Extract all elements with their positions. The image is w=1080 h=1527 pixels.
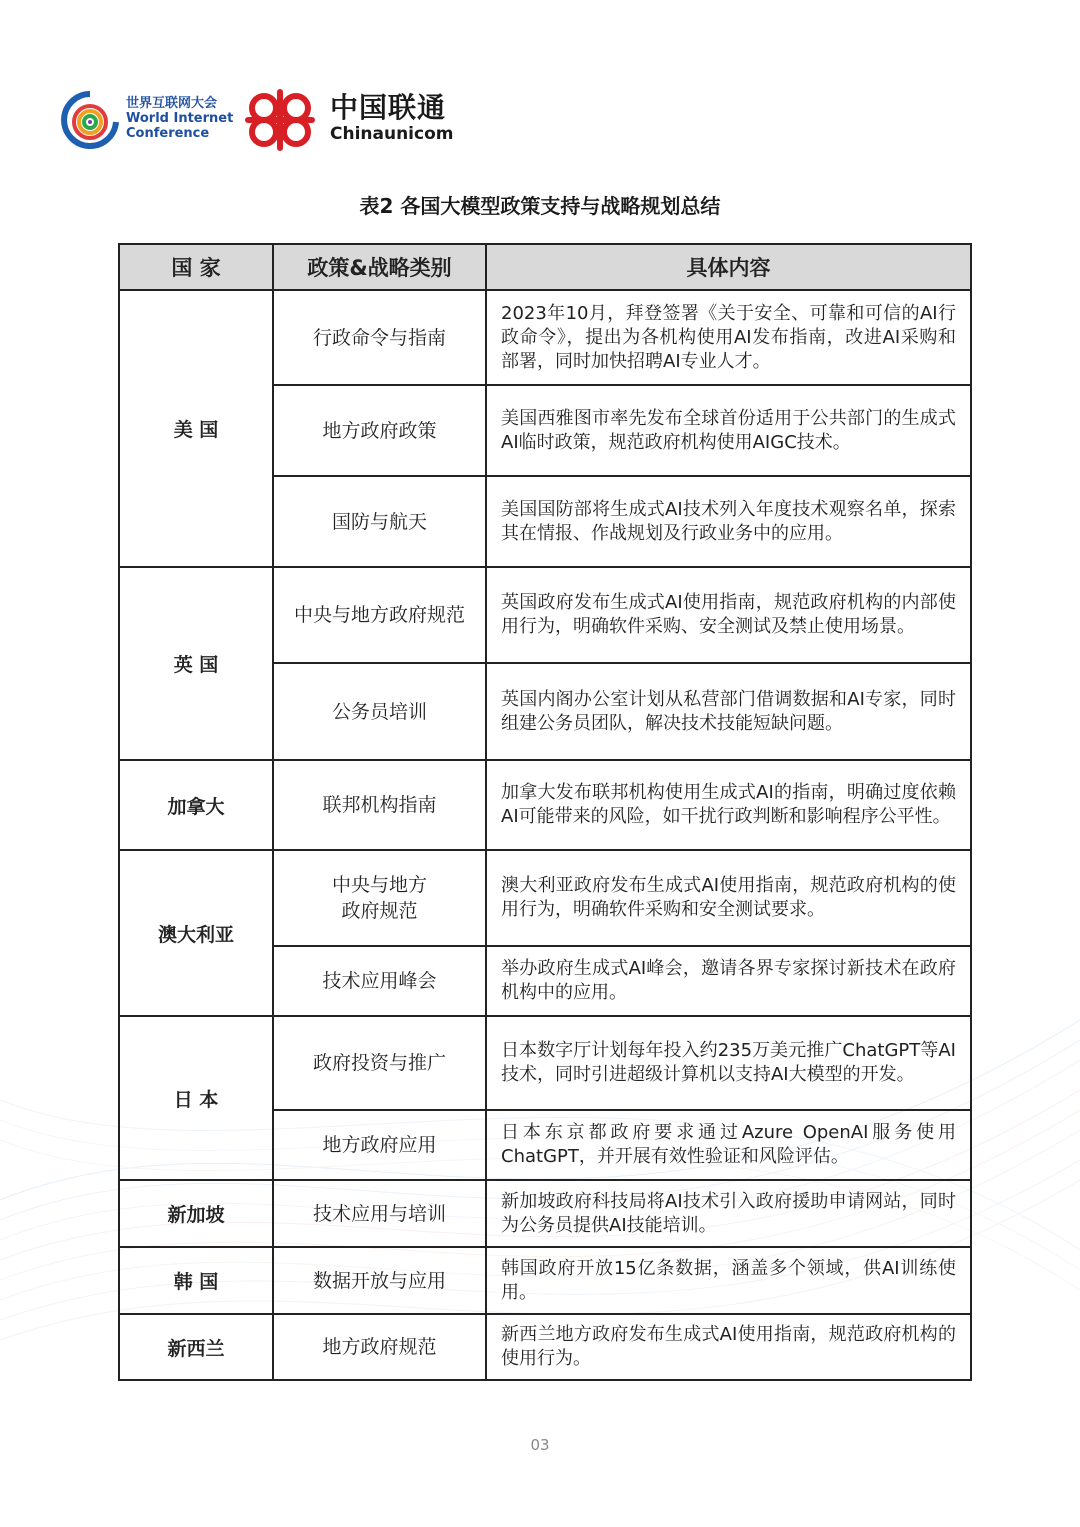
country-cell: 澳大利亚 bbox=[119, 850, 273, 1016]
content-cell: 英国内阁办公室计划从私营部门借调数据和AI专家，同时组建公务员团队，解决技术技能短缺问题。 bbox=[486, 663, 971, 760]
table-row bbox=[119, 290, 971, 385]
content-cell: 美国西雅图市率先发布全球首份适用于公共部门的生成式AI临时政策，规范政府机构使用AIGC技术。 bbox=[486, 385, 971, 476]
content-cell: 美国国防部将生成式AI技术列入年度技术观察名单，探索其在情报、作战规划及行政业务中的应用。 bbox=[486, 476, 971, 567]
content-cell: 韩国政府开放15亿条数据，涵盖多个领域，供AI训练使用。 bbox=[486, 1247, 971, 1314]
category-cell: 中央与地方政府规范 bbox=[273, 567, 486, 663]
wic-logo-text bbox=[126, 96, 233, 141]
category-cell: 联邦机构指南 bbox=[273, 760, 486, 850]
category-cell: 国防与航天 bbox=[273, 476, 486, 567]
content-cell: 2023年10月，拜登签署《关于安全、可靠和可信的AI行政命令》，提出为各机构使用AI发布指南，改进AI采购和部署，同时加快招聘AI专业人才。 bbox=[486, 290, 971, 385]
content-cell: 举办政府生成式AI峰会，邀请各界专家探讨新技术在政府机构中的应用。 bbox=[486, 946, 971, 1016]
content-cell: 澳大利亚政府发布生成式AI使用指南，规范政府机构的使用行为，明确软件采购和安全测试要求。 bbox=[486, 850, 971, 946]
table-row bbox=[119, 1247, 971, 1314]
wic-logo-line2: World Internet bbox=[126, 111, 234, 126]
table-caption: 表2 各国大模型政策支持与战略规划总结 bbox=[359, 194, 721, 218]
country-cell: 新加坡 bbox=[119, 1180, 273, 1247]
content-cell: 日本数字厅计划每年投入约235万美元推广ChatGPT等AI技术，同时引进超级计算机以支持AI大模型的开发。 bbox=[486, 1016, 971, 1110]
policy-summary-table bbox=[118, 243, 972, 1381]
category-cell bbox=[273, 850, 486, 946]
country-cell: 美 国 bbox=[119, 290, 273, 567]
wic-logo-line1: 世界互联网大会 bbox=[126, 96, 218, 111]
category-cell: 行政命令与指南 bbox=[273, 290, 486, 385]
category-line2: 政府规范 bbox=[341, 900, 418, 922]
category-cell: 政府投资与推广 bbox=[273, 1016, 486, 1110]
country-cell: 英 国 bbox=[119, 567, 273, 760]
category-cell: 地方政府规范 bbox=[273, 1314, 486, 1380]
table-row bbox=[119, 567, 971, 663]
category-cell: 技术应用峰会 bbox=[273, 946, 486, 1016]
country-cell: 加拿大 bbox=[119, 760, 273, 850]
content-cell: 新加坡政府科技局将AI技术引入政府援助申请网站，同时为公务员提供AI技能培训。 bbox=[486, 1180, 971, 1247]
table-header-row bbox=[119, 244, 971, 290]
wic-logo-line3: Conference bbox=[126, 126, 210, 141]
page-number: 03 bbox=[530, 1436, 550, 1454]
country-cell: 新西兰 bbox=[119, 1314, 273, 1380]
page-header bbox=[60, 88, 480, 158]
china-unicom-logo-text bbox=[330, 92, 453, 144]
header-country: 国 家 bbox=[119, 244, 273, 290]
world-internet-conference-logo-icon bbox=[60, 88, 120, 152]
table-row bbox=[119, 760, 971, 850]
content-cell: 英国政府发布生成式AI使用指南，规范政府机构的内部使用行为，明确软件采购、安全测试及禁止使用场景。 bbox=[486, 567, 971, 663]
category-cell: 地方政府应用 bbox=[273, 1110, 486, 1180]
category-line1: 中央与地方 bbox=[331, 874, 427, 896]
header-content: 具体内容 bbox=[486, 244, 971, 290]
table-row bbox=[119, 850, 971, 946]
category-cell: 数据开放与应用 bbox=[273, 1247, 486, 1314]
content-cell: 加拿大发布联邦机构使用生成式AI的指南，明确过度依赖AI可能带来的风险，如干扰行政判断和影响程序公平性。 bbox=[486, 760, 971, 850]
category-cell: 地方政府政策 bbox=[273, 385, 486, 476]
table-row bbox=[119, 1314, 971, 1380]
category-cell: 技术应用与培训 bbox=[273, 1180, 486, 1247]
category-cell: 公务员培训 bbox=[273, 663, 486, 760]
header-category: 政策&战略类别 bbox=[273, 244, 486, 290]
table-row bbox=[119, 1180, 971, 1247]
country-cell: 韩 国 bbox=[119, 1247, 273, 1314]
content-cell: 新西兰地方政府发布生成式AI使用指南，规范政府机构的使用行为。 bbox=[486, 1314, 971, 1380]
china-unicom-en-name: Chinaunicom bbox=[330, 124, 454, 144]
country-cell: 日 本 bbox=[119, 1016, 273, 1180]
table-row bbox=[119, 1016, 971, 1110]
china-unicom-cn-name: 中国联通 bbox=[330, 91, 447, 124]
china-unicom-knot-logo-icon bbox=[238, 88, 322, 152]
content-cell: 日本东京都政府要求通过Azure OpenAI服务使用ChatGPT，并开展有效性验证和风险评估。 bbox=[486, 1110, 971, 1180]
